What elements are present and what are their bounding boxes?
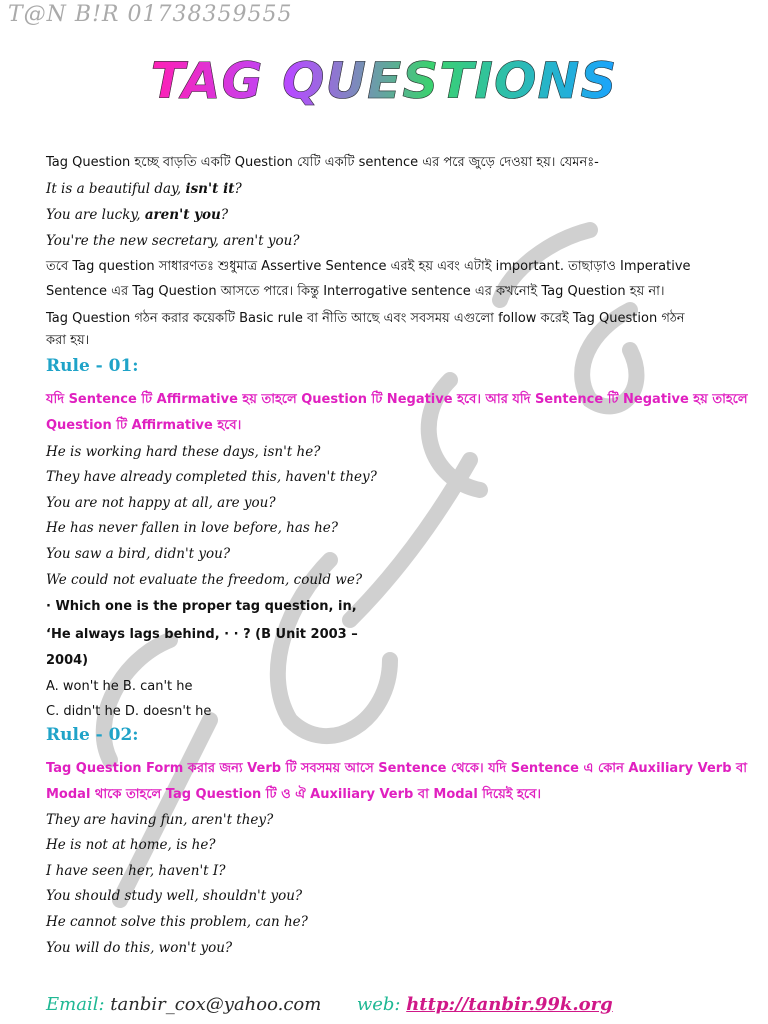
rule-1-example: He is working hard these days, isn't he?	[46, 444, 321, 460]
rule-1-example: You are not happy at all, are you?	[46, 495, 276, 511]
example-punct: ?	[234, 181, 242, 197]
rule-2-example: He is not at home, is he?	[46, 837, 216, 853]
rule-2-example: I have seen her, haven't I?	[46, 863, 226, 879]
rule-2-desc-line-1: Tag Question Form করার জন্য Verb টি সবসময় আসে Sentence থেকে। যদি Sentence এ কোন Auxiliary Verb বা	[46, 761, 748, 776]
rule-1-question-line-1: · Which one is the proper tag question, in,	[46, 599, 357, 614]
rule-1-example: We could not evaluate the freedom, could we?	[46, 572, 363, 588]
intro-line: Tag Question হচ্ছে বাড়তি একটি Question যেটি একটি sentence এর পরে জুড়ে দেওয়া হয়। যেমনঃ-	[46, 155, 599, 170]
intro-paragraph-2-line-1: Tag Question গঠন করার কয়েকটি Basic rule বা নীতি আছে এবং সবসময় এগুলো follow করেই Tag Question গঠন	[46, 311, 685, 326]
rule-1-options-line-1: A. won't he B. can't he	[46, 679, 193, 694]
website-link[interactable]: http://tanbir.99k.org	[406, 994, 613, 1015]
page-title-text: TAG QUESTIONS	[150, 52, 618, 110]
rule-2-example: You should study well, shouldn't you?	[46, 888, 303, 904]
example-text: It is a beautiful day,	[46, 181, 186, 197]
example-tag: aren't you	[144, 207, 221, 223]
email-label: Email:	[46, 994, 105, 1015]
intro-paragraph-1-line-2: Sentence এর Tag Question আসতে পারে। কিন্তু Interrogative sentence এর কখনোই Tag Question হয় না।	[46, 284, 665, 299]
footer-contact	[46, 994, 746, 1015]
rule-1-desc-line-2: Question টি Affirmative হবে।	[46, 418, 242, 433]
example-punct: ?	[220, 207, 229, 223]
rule-1-heading: Rule - 01:	[46, 356, 139, 376]
intro-example-2	[46, 206, 726, 224]
rule-2-desc-line-2: Modal থাকে তাহলে Tag Question টি ও ঐ Auxiliary Verb বা Modal দিয়েই হবে।	[46, 787, 541, 802]
page-title	[0, 52, 768, 110]
rule-1-question-line-3: 2004)	[46, 653, 89, 668]
example-tag: isn't it	[185, 181, 235, 197]
rule-1-question-line-2: ‘He always lags behind, · · ? (B Unit 2003 –	[46, 627, 358, 642]
rule-2-heading: Rule - 02:	[46, 725, 139, 745]
web-label: web:	[356, 994, 401, 1015]
email-address[interactable]: tanbir_cox@yahoo.com	[110, 994, 322, 1015]
intro-example-1	[46, 180, 726, 198]
rule-1-example: They have already completed this, haven't they?	[46, 469, 377, 485]
rule-2-example: He cannot solve this problem, can he?	[46, 914, 308, 930]
example-text: You are lucky,	[46, 207, 145, 223]
intro-paragraph-2-line-2: করা হয়।	[46, 333, 90, 348]
header-contact: T@N B!R 01738359555	[8, 2, 293, 27]
rule-1-desc-line-1: যদি Sentence টি Affirmative হয় তাহলে Question টি Negative হবে। আর যদি Sentence টি Negative হয় তাহলে	[46, 392, 748, 407]
intro-paragraph-1-line-1: তবে Tag question সাধারণতঃ শুধুমাত্র Assertive Sentence এরই হয় এবং এটাই important. তাছাড়াও Imperative	[46, 259, 691, 274]
rule-1-example: You saw a bird, didn't you?	[46, 546, 231, 562]
rule-2-example: You will do this, won't you?	[46, 940, 233, 956]
rule-1-example: He has never fallen in love before, has he?	[46, 520, 339, 536]
intro-example-3: You're the new secretary, aren't you?	[46, 233, 300, 249]
rule-1-options-line-2: C. didn't he D. doesn't he	[46, 704, 212, 719]
rule-2-example: They are having fun, aren't they?	[46, 812, 274, 828]
